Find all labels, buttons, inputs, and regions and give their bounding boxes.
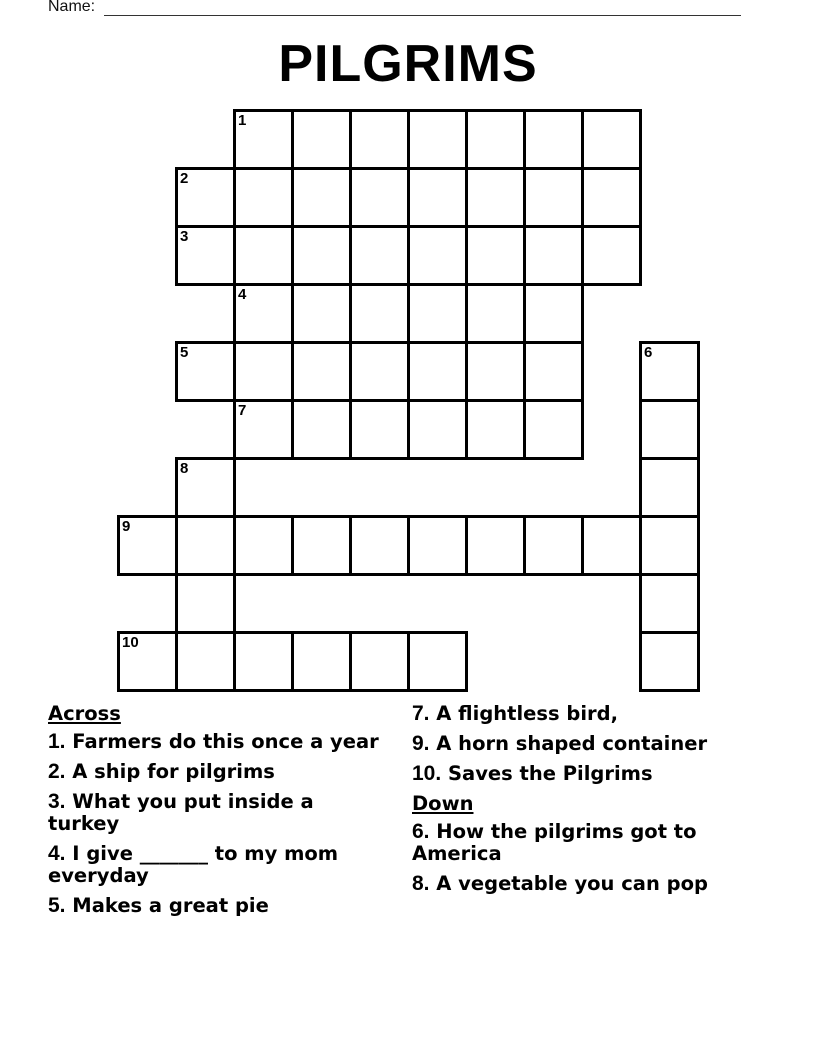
- grid-cell[interactable]: [465, 225, 526, 286]
- grid-cell[interactable]: [233, 631, 294, 692]
- grid-cell[interactable]: [349, 341, 410, 402]
- grid-cell[interactable]: [523, 399, 584, 460]
- grid-cell[interactable]: [291, 283, 352, 344]
- clue-across-2: [48, 761, 388, 783]
- grid-cell[interactable]: [175, 225, 236, 286]
- cell-number: 8: [180, 460, 189, 477]
- across-heading: Across: [48, 702, 121, 725]
- clue-down-6: [412, 821, 757, 865]
- grid-cell[interactable]: [407, 283, 468, 344]
- grid-cell[interactable]: [407, 399, 468, 460]
- cell-number: 5: [180, 344, 189, 361]
- grid-cell[interactable]: [349, 515, 410, 576]
- cell-number: 4: [238, 286, 247, 303]
- grid-cell[interactable]: [639, 573, 700, 634]
- grid-cell[interactable]: [175, 631, 236, 692]
- grid-cell[interactable]: [175, 341, 236, 402]
- grid-cell[interactable]: [349, 109, 410, 170]
- clue-down-8: [412, 873, 757, 895]
- grid-cell[interactable]: [523, 109, 584, 170]
- grid-cell[interactable]: [639, 457, 700, 518]
- clue-number: 10.: [412, 762, 442, 785]
- grid-cell[interactable]: [465, 167, 526, 228]
- grid-cell[interactable]: [175, 457, 236, 518]
- grid-cell[interactable]: [291, 399, 352, 460]
- grid-cell[interactable]: [407, 515, 468, 576]
- grid-cell[interactable]: [291, 225, 352, 286]
- grid-cell[interactable]: [349, 631, 410, 692]
- grid-cell[interactable]: [465, 109, 526, 170]
- grid-cell[interactable]: [233, 341, 294, 402]
- grid-cell[interactable]: [291, 341, 352, 402]
- clue-text: A vegetable you can pop: [429, 872, 708, 895]
- clue-text: Makes a great pie: [65, 894, 269, 917]
- grid-cell[interactable]: [407, 341, 468, 402]
- grid-cell[interactable]: [117, 515, 178, 576]
- grid-cell[interactable]: [233, 167, 294, 228]
- grid-cell[interactable]: [233, 399, 294, 460]
- clue-across-9: [412, 733, 757, 755]
- clue-across-1: [48, 731, 388, 753]
- cell-number: 10: [122, 634, 139, 651]
- grid-cell[interactable]: [581, 167, 642, 228]
- grid-cell[interactable]: [407, 225, 468, 286]
- grid-cell[interactable]: [639, 341, 700, 402]
- grid-cell[interactable]: [523, 341, 584, 402]
- clue-text: Saves the Pilgrims: [441, 762, 653, 785]
- grid-cell[interactable]: [175, 573, 236, 634]
- clue-text: I give _______ to my mom everyday: [48, 842, 339, 887]
- grid-cell[interactable]: [639, 515, 700, 576]
- clue-text: A flightless bird,: [429, 702, 619, 725]
- grid-cell[interactable]: [523, 167, 584, 228]
- grid-cell[interactable]: [465, 283, 526, 344]
- grid-cell[interactable]: [349, 283, 410, 344]
- clue-number: 1.: [48, 730, 66, 753]
- clue-across-7: [412, 703, 757, 725]
- grid-cell[interactable]: [291, 515, 352, 576]
- clue-text: How the pilgrims got to America: [412, 820, 697, 865]
- cell-number: 6: [644, 344, 653, 361]
- grid-cell[interactable]: [407, 109, 468, 170]
- clues-right-column: [412, 703, 757, 903]
- clue-number: 7.: [412, 702, 430, 725]
- grid-cell[interactable]: [291, 631, 352, 692]
- clues-left-column: [48, 703, 388, 925]
- grid-cell[interactable]: [175, 515, 236, 576]
- cell-number: 9: [122, 518, 131, 535]
- clue-number: 9.: [412, 732, 430, 755]
- grid-cell[interactable]: [233, 109, 294, 170]
- grid-cell[interactable]: [581, 109, 642, 170]
- clue-number: 3.: [48, 790, 66, 813]
- clue-number: 5.: [48, 894, 66, 917]
- clue-across-5: [48, 895, 388, 917]
- clue-across-3: [48, 791, 388, 835]
- clue-number: 6.: [412, 820, 430, 843]
- grid-cell[interactable]: [639, 631, 700, 692]
- cell-number: 3: [180, 228, 189, 245]
- grid-cell[interactable]: [233, 515, 294, 576]
- clue-number: 2.: [48, 760, 66, 783]
- grid-cell[interactable]: [407, 167, 468, 228]
- clue-across-4: [48, 843, 388, 887]
- down-heading: Down: [412, 792, 474, 815]
- clue-text: A ship for pilgrims: [65, 760, 275, 783]
- grid-cell[interactable]: [233, 283, 294, 344]
- clue-number: 8.: [412, 872, 430, 895]
- grid-cell[interactable]: [349, 167, 410, 228]
- grid-cell[interactable]: [349, 399, 410, 460]
- cell-number: 7: [238, 402, 247, 419]
- clue-text: Farmers do this once a year: [65, 730, 379, 753]
- grid-cell[interactable]: [581, 515, 642, 576]
- grid-cell[interactable]: [523, 515, 584, 576]
- grid-cell[interactable]: [523, 225, 584, 286]
- cell-number: 2: [180, 170, 189, 187]
- clue-across-10: [412, 763, 757, 785]
- grid-cell[interactable]: [117, 631, 178, 692]
- clue-text: What you put inside a turkey: [48, 790, 314, 835]
- grid-cell[interactable]: [465, 399, 526, 460]
- page-title: PILGRIMS: [278, 35, 538, 93]
- name-label: Name:: [48, 0, 96, 15]
- grid-cell[interactable]: [175, 167, 236, 228]
- grid-cell[interactable]: [581, 225, 642, 286]
- grid-cell[interactable]: [291, 167, 352, 228]
- cell-number: 1: [238, 112, 247, 129]
- grid-cell[interactable]: [465, 341, 526, 402]
- clue-number: 4.: [48, 842, 66, 865]
- grid-cell[interactable]: [291, 109, 352, 170]
- clue-text: A horn shaped container: [429, 732, 708, 755]
- grid-cell[interactable]: [349, 225, 410, 286]
- grid-cell[interactable]: [233, 225, 294, 286]
- grid-cell[interactable]: [465, 515, 526, 576]
- grid-cell[interactable]: [523, 283, 584, 344]
- grid-cell[interactable]: [639, 399, 700, 460]
- grid-cell[interactable]: [407, 631, 468, 692]
